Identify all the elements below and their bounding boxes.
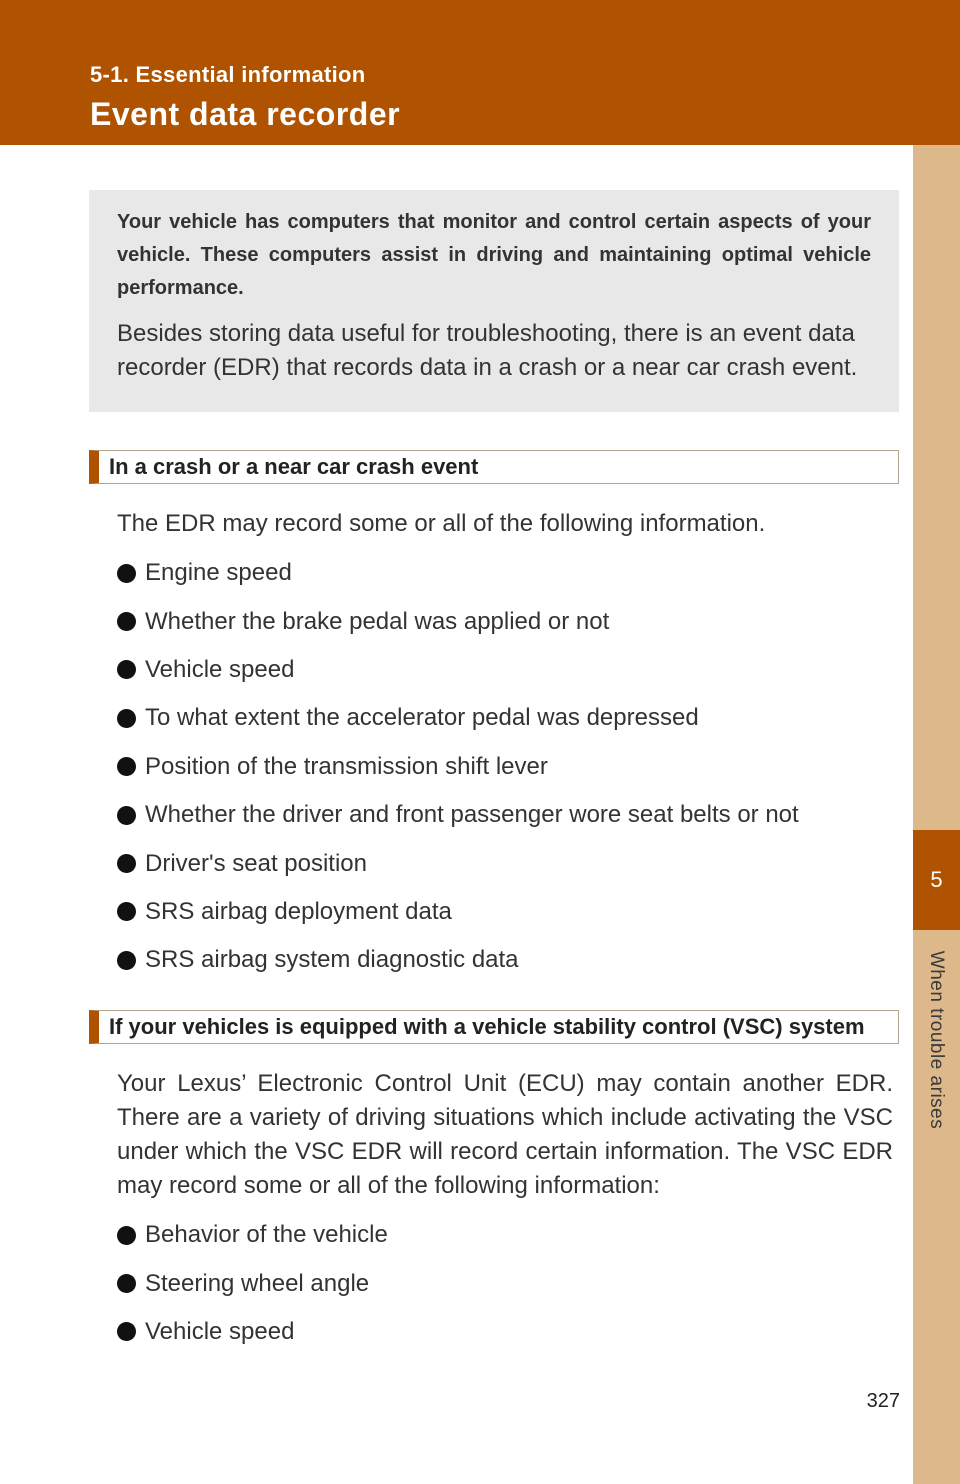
list-item-text: Whether the driver and front passenger wore seat belts or not <box>145 801 799 829</box>
bullet-icon <box>117 1226 136 1245</box>
list-item <box>117 694 799 742</box>
bullet-icon <box>117 1322 136 1341</box>
list-item-text: Position of the transmission shift lever <box>145 752 548 780</box>
chapter-label <box>913 940 960 1140</box>
section-paragraph-crash: The EDR may record some or all of the following information. <box>117 510 766 537</box>
list-item <box>117 936 799 984</box>
list-item <box>117 646 799 694</box>
list-item-text: Engine speed <box>145 559 292 587</box>
list-item-text: SRS airbag system diagnostic data <box>145 946 519 974</box>
bullet-icon <box>117 902 136 921</box>
chapter-number: 5 <box>913 830 960 930</box>
list-item <box>117 1308 388 1356</box>
section-label: 5-1. Essential information <box>90 62 366 87</box>
list-item <box>117 1259 388 1307</box>
list-item <box>117 597 799 645</box>
bullet-icon <box>117 757 136 776</box>
bullet-icon <box>117 660 136 679</box>
page-number: 327 <box>866 1390 900 1412</box>
list-item <box>117 791 799 839</box>
page-header <box>0 0 960 145</box>
bullet-icon <box>117 854 136 873</box>
list-item-text: To what extent the accelerator pedal was depressed <box>145 704 699 732</box>
bullet-icon <box>117 564 136 583</box>
list-item-text: Whether the brake pedal was applied or not <box>145 607 610 635</box>
bullet-icon <box>117 951 136 970</box>
list-item <box>117 888 799 936</box>
bullet-icon <box>117 806 136 825</box>
intro-box <box>89 190 899 412</box>
list-item-text: Vehicle speed <box>145 655 295 683</box>
intro-bold-text: Your vehicle has computers that monitor and control certain aspects of your vehicle. These computers assist in driving and maintaining optimal vehicle performance. <box>117 211 871 299</box>
list-item <box>117 839 799 887</box>
crash-data-list <box>117 549 799 985</box>
list-item-text: Driver's seat position <box>145 849 367 877</box>
list-item <box>117 549 799 597</box>
chapter-label-text: When trouble arises <box>926 950 948 1130</box>
intro-text: Besides storing data useful for troubleshooting, there is an event data recorder (EDR) that records data in a crash or a near car crash event. <box>117 320 858 381</box>
section-paragraph-vsc: Your Lexus’ Electronic Control Unit (ECU) may contain another EDR. There are a variety of driving situations which include activating the VSC under which the VSC EDR will record certain information. The VSC EDR may record some or all of the following information: <box>117 1070 893 1199</box>
list-item <box>117 1211 388 1259</box>
section-heading-vsc: If your vehicles is equipped with a vehicle stability control (VSC) system <box>89 1010 899 1044</box>
bullet-icon <box>117 1274 136 1293</box>
list-item-text: Vehicle speed <box>145 1317 295 1345</box>
section-heading-crash: In a crash or a near car crash event <box>89 450 899 484</box>
vsc-data-list <box>117 1211 388 1356</box>
list-item-text: Steering wheel angle <box>145 1269 370 1297</box>
chapter-tab <box>913 145 960 1484</box>
page-title: Event data recorder <box>90 96 401 132</box>
bullet-icon <box>117 709 136 728</box>
bullet-icon <box>117 612 136 631</box>
list-item-text: Behavior of the vehicle <box>145 1221 388 1249</box>
list-item-text: SRS airbag deployment data <box>145 897 452 925</box>
list-item <box>117 743 799 791</box>
